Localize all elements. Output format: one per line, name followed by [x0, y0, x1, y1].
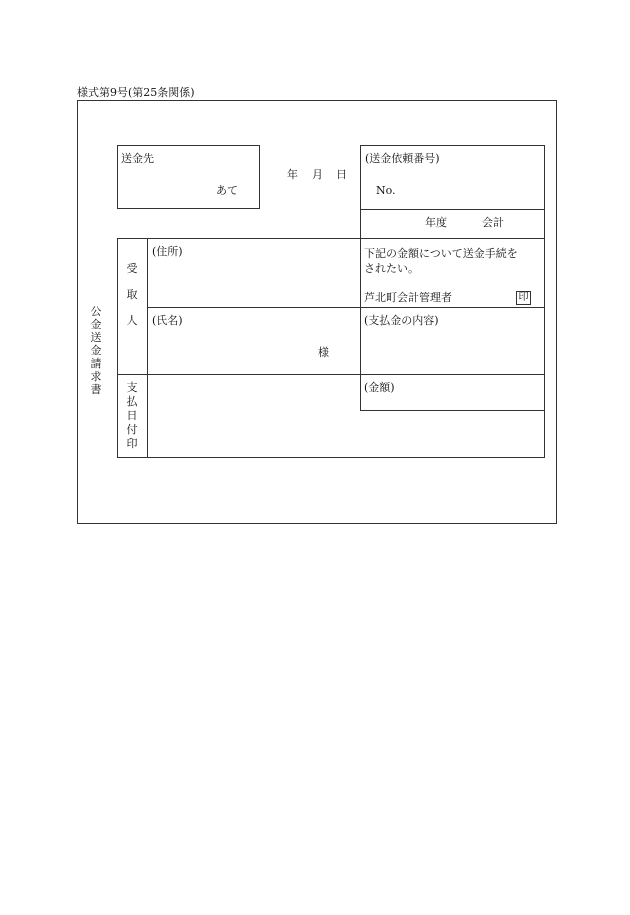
fiscal-year-label: 年度	[425, 216, 447, 229]
request-number-label: (送金依頼番号)	[365, 152, 440, 165]
date-day-label: 日	[336, 168, 347, 181]
remittee-label: 送金先	[121, 152, 154, 165]
recipient-payment-divider	[117, 374, 545, 375]
accounting-official: 芦北町会計管理者	[364, 291, 452, 304]
form-number: 様式第9号(第25条関係)	[77, 86, 195, 99]
amount-label: (金額)	[364, 381, 395, 394]
request-number-divider	[360, 209, 545, 210]
date-month-label: 月	[312, 168, 323, 181]
address-label: (住所)	[152, 245, 183, 258]
remittee-suffix: あて	[216, 184, 238, 197]
name-honorific: 様	[318, 346, 329, 359]
date-year-label: 年	[287, 168, 298, 181]
instruction-text: 下記の金額について送金手続を されたい。	[364, 247, 518, 275]
recipient-vertical-label: 受 取 人	[126, 262, 138, 327]
address-name-divider	[147, 307, 545, 308]
seal-mark: 印	[516, 291, 531, 305]
amount-divider	[360, 410, 545, 411]
center-column-divider	[360, 238, 361, 410]
fiscal-account-label: 会計	[482, 216, 504, 229]
name-label: (氏名)	[152, 314, 183, 327]
payment-content-label: (支払金の内容)	[364, 314, 439, 327]
request-number-no: No.	[376, 184, 396, 197]
form-side-title: 公 金 送 金 請 求 書	[90, 305, 102, 396]
label-column-divider	[147, 238, 148, 458]
payment-date-vertical-label: 支 払 日 付 印	[126, 381, 138, 450]
